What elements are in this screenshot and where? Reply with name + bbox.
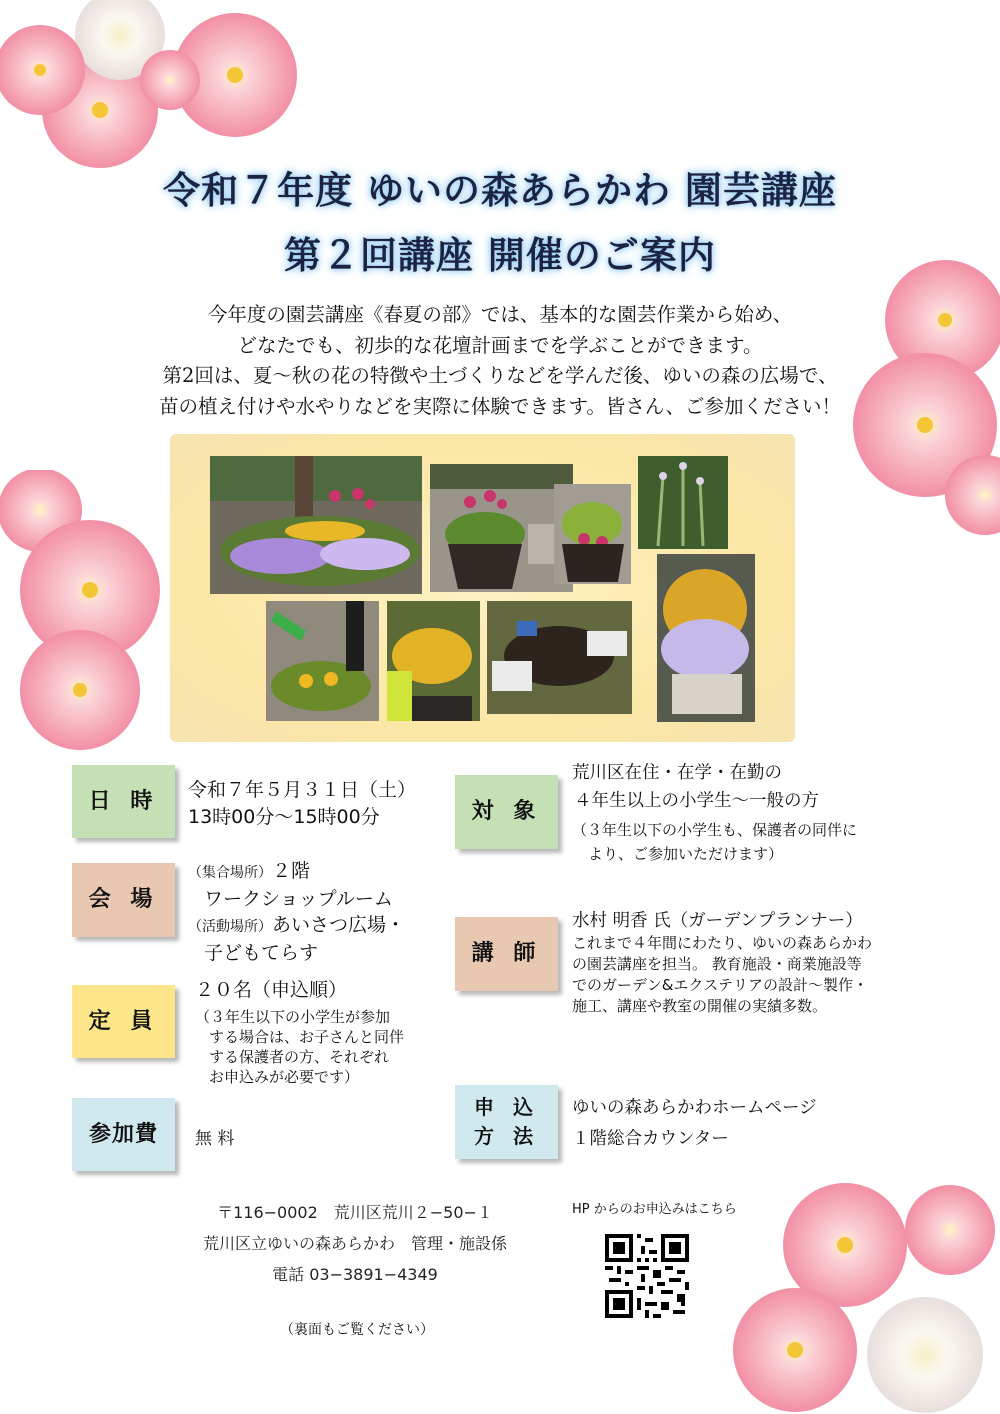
capacity-count: ２０名（申込順） [195,979,348,1001]
page-subtitle: 第２回講座 開催のご案内 [284,234,716,277]
qr-caption: HP からのお申込みはこちら [572,1202,737,1217]
target-note1: （３年生以下の小学生も、保護者の同伴に [572,821,858,839]
instructor-name: 水村 明香 氏（ガーデンプランナー） [572,911,863,931]
capacity-label: 定 員 [72,985,175,1058]
capacity-note-line: する場合は、お子さんと同伴 [209,1028,405,1046]
target-value [572,761,857,864]
apply-label-line2: 方 法 [474,1124,539,1148]
instructor-label: 講 師 [455,917,558,991]
apply-label [455,1085,558,1159]
target-line1: 荒川区在住・在学・在勤の [572,763,782,783]
target-label: 対 象 [455,775,558,849]
instructor-value [572,909,872,1017]
intro-text [0,300,1000,422]
photo-watering [266,601,379,721]
photo-soil-work [487,601,632,714]
datetime-label: 日 時 [72,765,175,838]
footer-phone: 電話 03−3891−4349 [272,1265,438,1284]
photo-tulip-pot [430,464,573,592]
capacity-note-line: する保護者の方、それぞれ [209,1048,390,1066]
capacity-note-line: お申込みが必要です） [209,1068,360,1086]
venue-activity-place: 子どもてらす [204,942,319,964]
intro-line: 今年度の園芸講座《春夏の部》では、基本的な園芸作業から始め、 [207,303,793,326]
venue-value [188,858,405,966]
instructor-bio-line: でのガーデン&エクステリアの設計～製作・ [572,976,868,994]
flower-cluster-bottom-right [725,1180,1000,1414]
back-page-note: （裏面もご覧ください） [280,1322,434,1338]
photo-flowerbed [210,456,422,594]
instructor-bio-line: の園芸講座を担当。 教育施設・商業施設等 [572,955,862,973]
datetime-value [188,778,416,830]
photo-planting-yellow [387,601,480,721]
photo-viola-planter [657,554,755,722]
apply-label-line1: 申 込 [474,1095,539,1119]
capacity-note [195,1007,404,1087]
capacity-value [195,978,404,1087]
instructor-bio [572,933,872,1017]
fee-label: 参加費 [72,1098,175,1171]
instructor-bio-line: 施工、講座や教室の開催の実績多数。 [572,997,828,1015]
photo-lavender [638,456,728,549]
capacity-note-line: （３年生以下の小学生が参加 [195,1008,391,1026]
venue-label: 会 場 [72,863,175,937]
apply-value [572,1093,817,1155]
datetime-date: 令和７年５月３１日（土） [188,779,417,801]
target-note2: より、ご参加いただけます） [588,845,784,863]
flower-cluster-top-left [0,0,300,170]
fee-value: 無 料 [195,1129,235,1149]
venue-activity-tag: （活動場所） [188,919,272,935]
page-title: 令和７年度 ゆいの森あらかわ 園芸講座 [163,169,837,212]
footer-address: 〒116−0002 荒川区荒川２−50−１ [217,1203,493,1222]
apply-method-web: ゆいの森あらかわホームページ [572,1098,817,1118]
intro-line: 苗の植え付けや水やりなどを実際に体験できます。皆さん、ご参加ください！ [158,394,842,418]
datetime-time: 13時00分～15時00分 [188,806,380,828]
target-line2: ４年生以上の小学生～一般の方 [574,791,819,811]
venue-activity-value: あいさつ広場・ [272,914,406,936]
venue-meet-value: ２階 [272,860,311,882]
photo-planter-yellow [554,484,631,584]
qr-code-icon[interactable] [605,1234,689,1318]
footer-org: 荒川区立ゆいの森あらかわ 管理・施設係 [202,1234,507,1253]
venue-meet-room: ワークショップルーム [204,888,393,910]
instructor-bio-line: これまで４年間にわたり、ゆいの森あらかわ [572,934,873,952]
apply-method-counter: １階総合カウンター [572,1129,729,1149]
photo-panel [170,434,795,742]
venue-meet-tag: （集合場所） [188,865,272,881]
intro-line: 第2回は、夏～秋の花の特徴や土づくりなどを学んだ後、ゆいの森の広場で、 [162,364,838,387]
footer-contact [150,1197,560,1290]
intro-line: どなたでも、初歩的な花壇計画までを学ぶことができます。 [237,333,763,357]
